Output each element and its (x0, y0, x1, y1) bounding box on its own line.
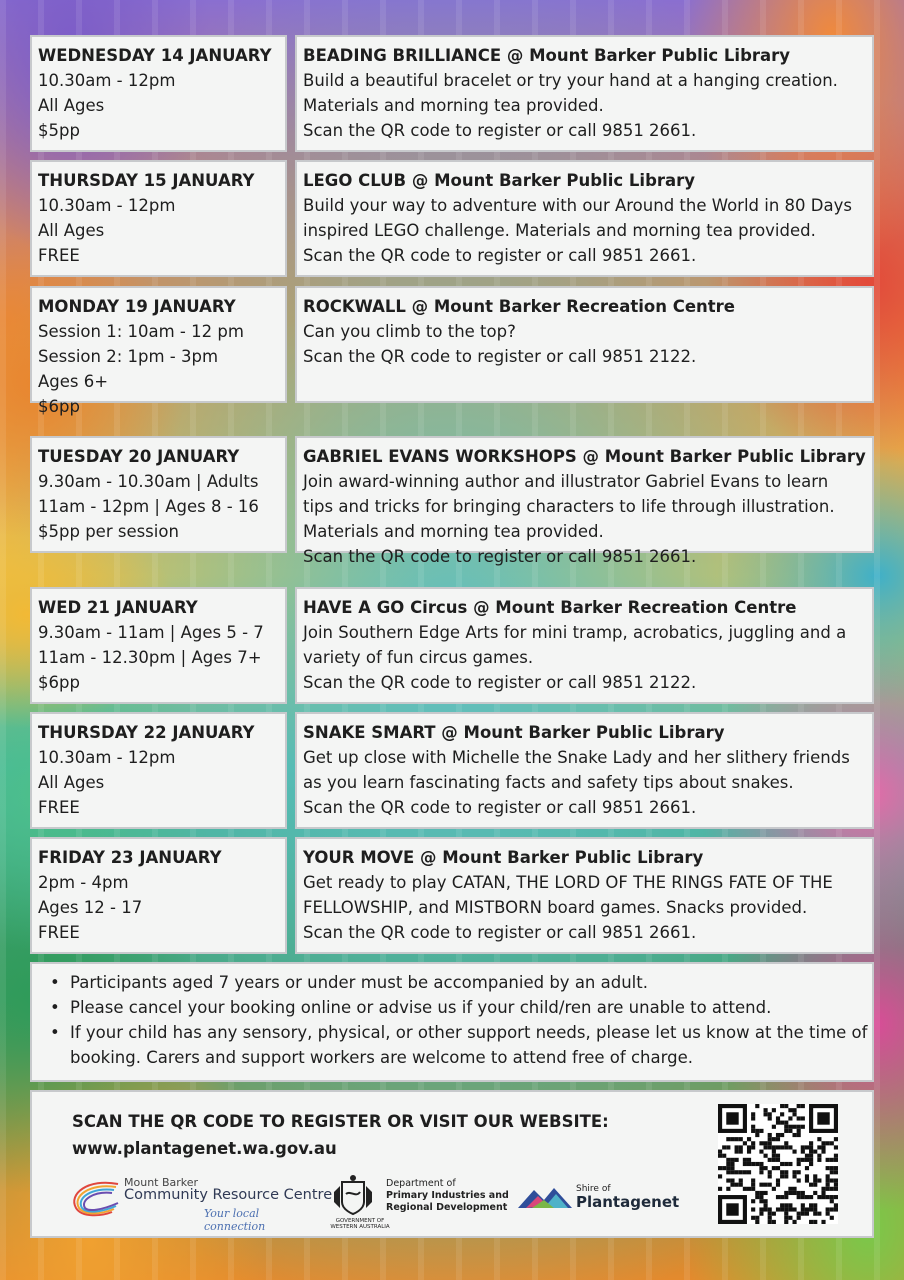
notes-panel (30, 962, 874, 1082)
event-description-line: Join Southern Edge Arts for mini tramp, acrobatics, juggling and a (303, 623, 847, 642)
event-info-box (295, 712, 874, 829)
footer-heading-block (72, 1108, 609, 1162)
event-detail: $6pp (38, 673, 80, 692)
event-detail: 2pm - 4pm (38, 873, 129, 892)
note-line: • Please cancel your booking online or advise us if your child/ren are unable to attend. (70, 998, 772, 1017)
qr-code-icon[interactable] (718, 1104, 838, 1224)
note-line: • Participants aged 7 years or under must be accompanied by an adult. (70, 973, 648, 992)
event-date: THURSDAY 22 JANUARY (38, 723, 255, 742)
event-detail: Session 2: 1pm - 3pm (38, 347, 219, 366)
event-info-box (295, 286, 874, 403)
event-info-box (295, 436, 874, 566)
event-description-line: Build a beautiful bracelet or try your hand at a hanging creation. (303, 71, 838, 90)
event-description-line: tips and tricks for bringing characters to life through illustration. (303, 497, 835, 516)
event-date: TUESDAY 20 JANUARY (38, 447, 240, 466)
event-detail: 9.30am - 11am | Ages 5 - 7 (38, 623, 264, 642)
event-date: THURSDAY 15 JANUARY (38, 171, 255, 190)
event-row (30, 35, 874, 152)
notes-list (40, 970, 868, 1070)
event-row (30, 160, 874, 277)
event-description-line: FELLOWSHIP, and MISTBORN board games. Snacks provided. (303, 898, 808, 917)
footer-heading: SCAN THE QR CODE TO REGISTER OR VISIT OUR WEBSITE: (72, 1112, 609, 1131)
event-detail: $6pp (38, 397, 80, 416)
event-row (30, 286, 874, 416)
event-date-box (30, 837, 287, 954)
event-detail: 10.30am - 12pm (38, 71, 176, 90)
shire-logo-main: Plantagenet (576, 1193, 680, 1211)
website-link[interactable]: www.plantagenet.wa.gov.au (72, 1139, 337, 1158)
event-title: GABRIEL EVANS WORKSHOPS @ Mount Barker Public Library (303, 447, 866, 466)
dpird-line3: Regional Development (386, 1202, 508, 1213)
event-detail: FREE (38, 923, 80, 942)
event-detail: 9.30am - 10.30am | Adults (38, 472, 259, 491)
note-item (40, 970, 864, 995)
event-description-line: Build your way to adventure with our Around the World in 80 Days (303, 196, 852, 215)
event-date-box (30, 286, 287, 416)
dpird-line1: Department of (386, 1178, 456, 1189)
event-description-line: Can you climb to the top? (303, 322, 516, 341)
footer-panel (30, 1090, 874, 1238)
event-date: FRIDAY 23 JANUARY (38, 848, 222, 867)
event-detail: FREE (38, 246, 80, 265)
event-detail: 10.30am - 12pm (38, 196, 176, 215)
event-description-line: Get up close with Michelle the Snake Lady and her slithery friends (303, 748, 850, 767)
event-detail: FREE (38, 798, 80, 817)
event-description-line: as you learn fascinating facts and safety tips about snakes. (303, 773, 794, 792)
event-title: LEGO CLUB @ Mount Barker Public Library (303, 171, 696, 190)
event-detail: Ages 6+ (38, 372, 109, 391)
event-info-box (295, 35, 874, 152)
event-date: MONDAY 19 JANUARY (38, 297, 236, 316)
event-date-box (30, 436, 287, 553)
event-description-line: Scan the QR code to register or call 9851 2661. (303, 121, 697, 140)
shire-logo-small: Shire of (576, 1184, 611, 1194)
event-date: WEDNESDAY 14 JANUARY (38, 46, 272, 65)
crc-logo-top: Mount Barker (124, 1176, 199, 1189)
event-description-line: Scan the QR code to register or call 9851 2661. (303, 246, 697, 265)
wa-crest-icon (330, 1172, 376, 1222)
note-line: booking. Carers and support workers are welcome to attend free of charge. (70, 1048, 693, 1067)
dpird-logo (330, 1172, 509, 1232)
crc-swoosh-icon (68, 1178, 122, 1222)
event-description-line: inspired LEGO challenge. Materials and morning tea provided. (303, 221, 816, 240)
event-title: HAVE A GO Circus @ Mount Barker Recreation Centre (303, 598, 797, 617)
event-row (30, 837, 874, 954)
note-item (40, 1020, 868, 1070)
event-description-line: Scan the QR code to register or call 9851 2661. (303, 923, 697, 942)
event-detail: 10.30am - 12pm (38, 748, 176, 767)
event-detail: Ages 12 - 17 (38, 898, 143, 917)
crc-logo-main: Community Resource Centre (124, 1187, 333, 1203)
event-title: BEADING BRILLIANCE @ Mount Barker Public Library (303, 46, 791, 65)
event-description-line: Scan the QR code to register or call 9851 2661. (303, 547, 697, 566)
shire-logo (518, 1184, 688, 1214)
crc-logo-tagline: Your local connection (204, 1207, 266, 1233)
event-detail: $5pp (38, 121, 80, 140)
event-description-line: Scan the QR code to register or call 9851 2122. (303, 347, 697, 366)
event-date-box (30, 35, 287, 152)
crc-logo (68, 1176, 333, 1233)
event-description-line: variety of fun circus games. (303, 648, 534, 667)
event-description-line: Get ready to play CATAN, THE LORD OF THE RINGS FATE OF THE (303, 873, 833, 892)
event-date-box (30, 160, 287, 277)
event-description-line: Materials and morning tea provided. (303, 96, 604, 115)
shire-mountains-icon (518, 1184, 572, 1212)
event-description-line: Scan the QR code to register or call 9851 2661. (303, 798, 697, 817)
event-detail: All Ages (38, 96, 105, 115)
event-description-line: Join award-winning author and illustrator Gabriel Evans to learn (303, 472, 829, 491)
dpird-line2: Primary Industries and (386, 1190, 509, 1201)
note-line: • If your child has any sensory, physical, or other support needs, please let us know at the time of (70, 1023, 868, 1042)
event-detail: All Ages (38, 773, 105, 792)
event-detail: 11am - 12.30pm | Ages 7+ (38, 648, 262, 667)
event-detail: All Ages (38, 221, 105, 240)
event-title: ROCKWALL @ Mount Barker Recreation Centre (303, 297, 735, 316)
dpird-gov-label: GOVERNMENT OF WESTERN AUSTRALIA (330, 1218, 390, 1230)
event-row (30, 436, 874, 566)
event-date-box (30, 712, 287, 829)
event-description-line: Scan the QR code to register or call 9851 2122. (303, 673, 697, 692)
event-detail: $5pp per session (38, 522, 179, 541)
event-date: WED 21 JANUARY (38, 598, 198, 617)
event-info-box (295, 587, 874, 704)
event-title: SNAKE SMART @ Mount Barker Public Library (303, 723, 725, 742)
event-info-box (295, 837, 874, 954)
note-item (40, 995, 864, 1020)
dpird-text (386, 1178, 509, 1214)
event-row (30, 712, 874, 829)
event-date-box (30, 587, 287, 704)
event-row (30, 587, 874, 704)
event-detail: 11am - 12pm | Ages 8 - 16 (38, 497, 259, 516)
event-description-line: Materials and morning tea provided. (303, 522, 604, 541)
event-detail: Session 1: 10am - 12 pm (38, 322, 244, 341)
event-info-box (295, 160, 874, 277)
event-title: YOUR MOVE @ Mount Barker Public Library (303, 848, 704, 867)
